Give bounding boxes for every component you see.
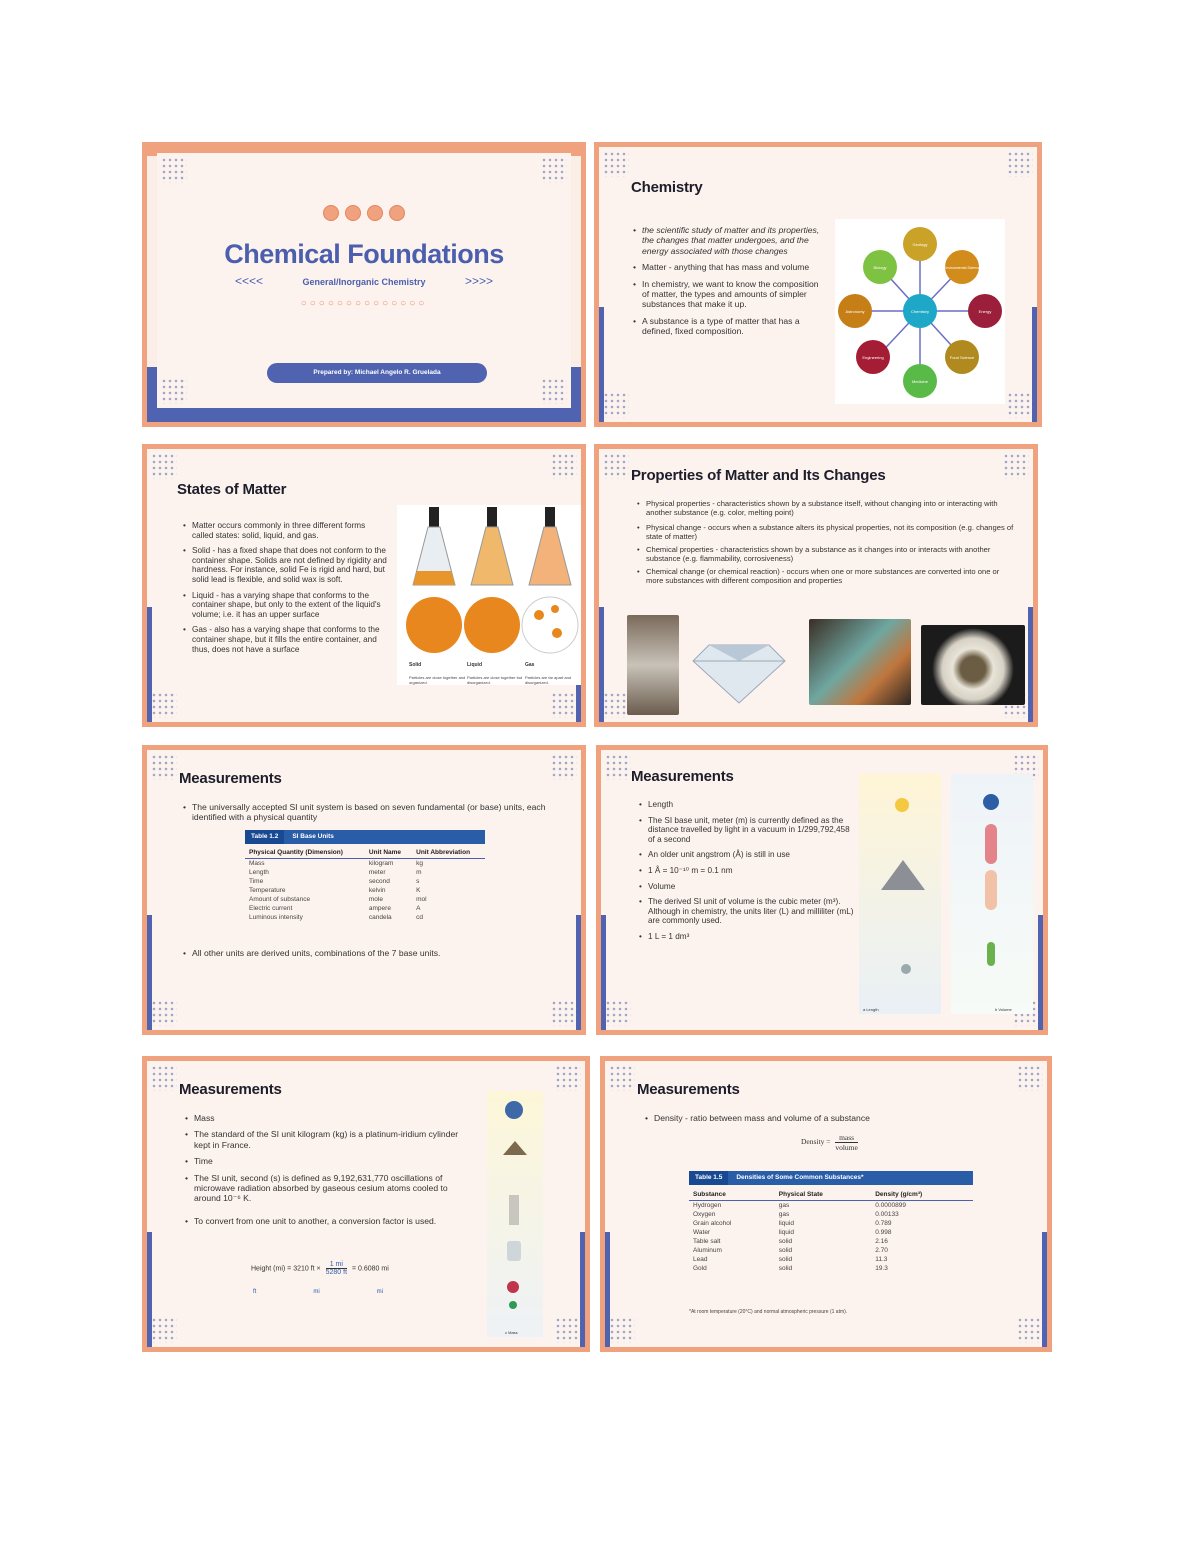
node-label: Biology xyxy=(873,265,887,270)
slide-title-text: Measurements xyxy=(637,1081,740,1098)
table-cell: solid xyxy=(778,1247,793,1254)
bullet-item: • A substance is a type of matter that has a defined, fixed composition. xyxy=(642,316,822,337)
table-title: Densities of Some Common Substances* xyxy=(736,1174,864,1181)
slide-properties xyxy=(594,444,1038,727)
node-label: Energy xyxy=(978,309,992,314)
table-cell: Table salt xyxy=(693,1238,721,1245)
slide-title-text: Properties of Matter and Its Changes xyxy=(631,467,886,484)
table-row xyxy=(245,886,485,895)
table-cell: 0.0000899 xyxy=(875,1202,906,1209)
table-header-bar xyxy=(245,830,485,844)
caption-text: Particles are close together and organized. xyxy=(409,675,466,685)
slide-title-text: Measurements xyxy=(631,768,734,785)
bullet-item: • Matter occurs commonly in three different forms called states: solid, liquid, and gas. xyxy=(192,521,388,540)
column-header: Substance xyxy=(689,1189,775,1201)
table-row xyxy=(245,913,485,922)
table-cell: solid xyxy=(778,1238,793,1245)
table-row xyxy=(689,1255,973,1264)
equation-num: 1 mi xyxy=(326,1261,347,1269)
table-cell: liquid xyxy=(778,1229,794,1236)
bullet-item: • Chemical properties - characteristics shown by a substance as it changes into or interacts with another substance (e.g. flammability, corrosiveness) xyxy=(646,545,1016,563)
table-row xyxy=(689,1264,973,1273)
bullet-item: • Chemical change (or chemical reaction) - occurs when one or more substances are converted into one or more substances with different composition and properties xyxy=(646,567,1016,585)
caption-label: Liquid xyxy=(467,662,482,668)
table-cell: ampere xyxy=(368,905,391,912)
burning-photo xyxy=(921,625,1025,705)
table-cell: m xyxy=(416,869,422,876)
bullet-item: • Physical properties - characteristics shown by a substance itself, without changing into or interacting with another substance (e.g. color, melting point) xyxy=(646,499,1016,517)
node-label: Geology xyxy=(912,242,928,247)
table-cell: meter xyxy=(368,869,386,876)
column-header: Unit Abbreviation xyxy=(412,847,485,859)
bullet-item: • Matter - anything that has mass and volume xyxy=(642,262,822,272)
table-cell: candela xyxy=(368,914,392,921)
states-flask-illustration xyxy=(397,505,586,685)
table-cell: Luminous intensity xyxy=(249,914,303,921)
table-label: Table 1.5 xyxy=(689,1171,728,1185)
table-row xyxy=(245,868,485,877)
table-label: Table 1.2 xyxy=(245,830,284,844)
left-chevrons: <<<< xyxy=(235,274,264,288)
table-cell: 0.00133 xyxy=(875,1211,899,1218)
table-cell: Oxygen xyxy=(693,1211,716,1218)
bullet-list xyxy=(637,499,1016,589)
equation-rhs: = 0.6080 mi xyxy=(351,1265,389,1273)
chemistry-branches-diagram xyxy=(835,219,1005,404)
table-cell: Water xyxy=(693,1229,711,1236)
slide-title-text: Chemistry xyxy=(631,179,703,196)
slide-title-text: Measurements xyxy=(179,770,282,787)
table-cell: 19.3 xyxy=(875,1265,888,1272)
node-label: Food Science xyxy=(949,355,975,360)
table-row xyxy=(689,1246,973,1255)
circle-row: ○○○○○○○○○○○○○○ xyxy=(300,298,428,309)
table-row xyxy=(245,904,485,913)
table-cell: kg xyxy=(416,860,423,867)
slide-density xyxy=(600,1056,1052,1352)
equation-units: ft mi mi xyxy=(253,1289,383,1295)
caption-text: Particles are close together but disorganized. xyxy=(467,675,523,685)
beaker-icon xyxy=(345,205,361,221)
si-units-table xyxy=(245,847,485,922)
table-cell: cd xyxy=(416,914,423,921)
length-scale-figure xyxy=(859,774,941,1014)
presentation-subtitle: General/Inorganic Chemistry xyxy=(302,277,426,287)
formula-num: mass xyxy=(835,1133,858,1143)
bullet-list xyxy=(633,225,822,343)
figure-caption: c Mass xyxy=(505,1330,518,1335)
bullet-item: • The SI unit, second (s) is defined as 9,192,631,770 oscillations of microwave radiation absorbed by gaseous cesium atoms cooled to around 10⁻⁶ K. xyxy=(194,1173,474,1204)
table-cell: 0.998 xyxy=(875,1229,892,1236)
center-label: Chemistry xyxy=(910,309,930,314)
table-cell: second xyxy=(368,878,390,885)
column-header: Physical State xyxy=(775,1189,871,1201)
table-cell: liquid xyxy=(778,1220,794,1227)
table-cell: solid xyxy=(778,1256,793,1263)
table-cell: 2.16 xyxy=(875,1238,888,1245)
chemistry-icons xyxy=(157,205,571,226)
bullet-item: • The universally accepted SI unit system is based on seven fundamental (or base) units, each identified with a physical quantity xyxy=(192,802,572,823)
table-row xyxy=(245,877,485,886)
bullet-item: • In chemistry, we want to know the composition of matter, the types and amounts of simpler substances that make it up. xyxy=(642,279,822,310)
title-panel xyxy=(157,153,571,408)
bullet-item: • Solid - has a fixed shape that does not conform to the container shape. Solids are not defined by rigidity and hardness. For instance, solid Fe is rigid and hard, but solid lead is flexible, and solid wax is soft. xyxy=(192,546,388,584)
bullet-item: • Length xyxy=(648,800,856,810)
table-cell: Gold xyxy=(693,1265,707,1272)
table-cell: 2.70 xyxy=(875,1247,888,1254)
bullet-item: • 1 L = 1 dm³ xyxy=(648,932,856,942)
column-header: Unit Name xyxy=(365,847,412,859)
slide-length-volume xyxy=(596,745,1048,1035)
table-cell: K xyxy=(416,887,421,894)
slide-chemistry xyxy=(594,142,1042,427)
equation-lhs: Height (mi) = 3210 ft × xyxy=(251,1265,321,1273)
node-label: Engineering xyxy=(862,355,884,360)
slide-states-of-matter xyxy=(142,444,586,727)
bullet-item: • Volume xyxy=(648,882,856,892)
bullet-list xyxy=(183,948,572,964)
bullet-item: • Liquid - has a varying shape that conforms to the container shape, but only to the extent of the liquid's volume; i.e. it has an upper surface xyxy=(192,591,388,620)
bullet-list xyxy=(183,521,388,660)
node-label: Astronomy xyxy=(845,309,865,314)
ice-photo xyxy=(627,615,679,715)
table-cell: 0.789 xyxy=(875,1220,892,1227)
table-cell: Mass xyxy=(249,860,265,867)
table-row xyxy=(689,1228,973,1237)
table-row xyxy=(689,1237,973,1246)
right-chevrons: >>>> xyxy=(464,274,493,288)
table-cell: solid xyxy=(778,1265,793,1272)
corrosion-photo xyxy=(809,619,911,705)
flask-icon xyxy=(323,205,339,221)
table-cell: 11.3 xyxy=(875,1256,888,1263)
slide-mass-time xyxy=(142,1056,590,1352)
bullet-item: • The SI base unit, meter (m) is currently defined as the distance travelled by light in a vacuum in 1/299,792,458 of a second xyxy=(648,816,856,845)
density-table xyxy=(689,1189,973,1273)
bullet-list xyxy=(639,800,856,948)
table-row xyxy=(689,1210,973,1219)
bullet-list xyxy=(185,1113,474,1232)
bullet-item: • All other units are derived units, combinations of the 7 base units. xyxy=(192,948,572,958)
conversion-equation xyxy=(251,1261,389,1276)
table-cell: Aluminum xyxy=(693,1247,722,1254)
table-cell: Length xyxy=(249,869,269,876)
equation-den: 5280 ft xyxy=(325,1269,348,1276)
table-cell: gas xyxy=(778,1202,790,1209)
formula-den: volume xyxy=(835,1143,858,1152)
bullet-item: • Time xyxy=(194,1156,474,1166)
table-row xyxy=(689,1201,973,1211)
table-cell: Electric current xyxy=(249,905,293,912)
caption-label: Solid xyxy=(409,662,422,668)
table-cell: kelvin xyxy=(368,887,386,894)
table-cell: mol xyxy=(416,896,427,903)
formula-lhs: Density = xyxy=(801,1137,831,1147)
slide-title-text: Measurements xyxy=(179,1081,282,1098)
bullet-item: • An older unit angstrom (Å) is still in use xyxy=(648,850,856,860)
table-row xyxy=(245,895,485,904)
table-cell: A xyxy=(416,905,421,912)
table-cell: mole xyxy=(368,896,383,903)
table-row xyxy=(689,1219,973,1228)
bullet-item: • Gas - also has a varying shape that conforms to the container shape, but it fills the entire container, and thus, does not have a surface xyxy=(192,625,388,654)
density-formula xyxy=(801,1133,858,1152)
bullet-list xyxy=(645,1113,1014,1129)
table-cell: Grain alcohol xyxy=(693,1220,732,1227)
table-header-bar xyxy=(689,1171,973,1185)
caption-label: Gas xyxy=(525,662,535,668)
bullet-item: • The derived SI unit of volume is the cubic meter (m³). Although in chemistry, the units liter (L) and milliliter (mL) are commonly used. xyxy=(648,897,856,926)
atom-icon xyxy=(367,205,383,221)
size-scale-figure xyxy=(951,774,1033,1014)
table-cell: gas xyxy=(778,1211,790,1218)
figure-caption: b Volume xyxy=(995,1007,1012,1012)
bullet-item: • the scientific study of matter and its properties, the changes that matter undergoes, and the energy associated with those changes xyxy=(642,225,822,256)
bullet-item: • To convert from one unit to another, a conversion factor is used. xyxy=(194,1216,474,1226)
table-cell: Hydrogen xyxy=(693,1202,722,1209)
bullet-item: • Physical change - occurs when a substance alters its physical properties, not its composition (e.g. changes of state of matter) xyxy=(646,523,1016,541)
node-label: Medicine xyxy=(911,379,929,384)
column-header: Physical Quantity (Dimension) xyxy=(245,847,365,859)
tube-icon xyxy=(389,205,405,221)
table-cell: Time xyxy=(249,878,264,885)
slide-title-text: States of Matter xyxy=(177,481,287,498)
node-label: Environmental Science xyxy=(944,266,980,270)
diamond-photo xyxy=(689,625,789,705)
slide-title xyxy=(142,142,586,427)
table-cell: Lead xyxy=(693,1256,708,1263)
table-footnote: *At room temperature (20°C) and normal atmospheric pressure (1 atm). xyxy=(689,1309,848,1315)
table-cell: Amount of substance xyxy=(249,896,311,903)
mass-scale-figure xyxy=(487,1091,543,1337)
table-title: SI Base Units xyxy=(292,833,334,840)
table-cell: Temperature xyxy=(249,887,286,894)
presentation-title: Chemical Foundations xyxy=(224,239,504,269)
table-cell: kilogram xyxy=(368,860,394,867)
bullet-item: • Density - ratio between mass and volume of a substance xyxy=(654,1113,1014,1123)
figure-caption: a Length xyxy=(863,1007,879,1012)
presenter-pill: Prepared by: Michael Angelo R. Gruelada xyxy=(267,363,487,383)
bullet-list xyxy=(183,802,572,829)
bullet-item: • 1 Å = 10⁻¹⁰ m = 0.1 nm xyxy=(648,866,856,876)
table-row xyxy=(245,859,485,869)
column-header: Density (g/cm³) xyxy=(871,1189,973,1201)
slide-si-units xyxy=(142,745,586,1035)
table-cell: s xyxy=(416,878,420,885)
bullet-item: • Mass xyxy=(194,1113,474,1123)
caption-text: Particles are far apart and disorganized. xyxy=(525,675,572,685)
bullet-item: • The standard of the SI unit kilogram (kg) is a platinum-iridium cylinder kept in France. xyxy=(194,1129,474,1150)
